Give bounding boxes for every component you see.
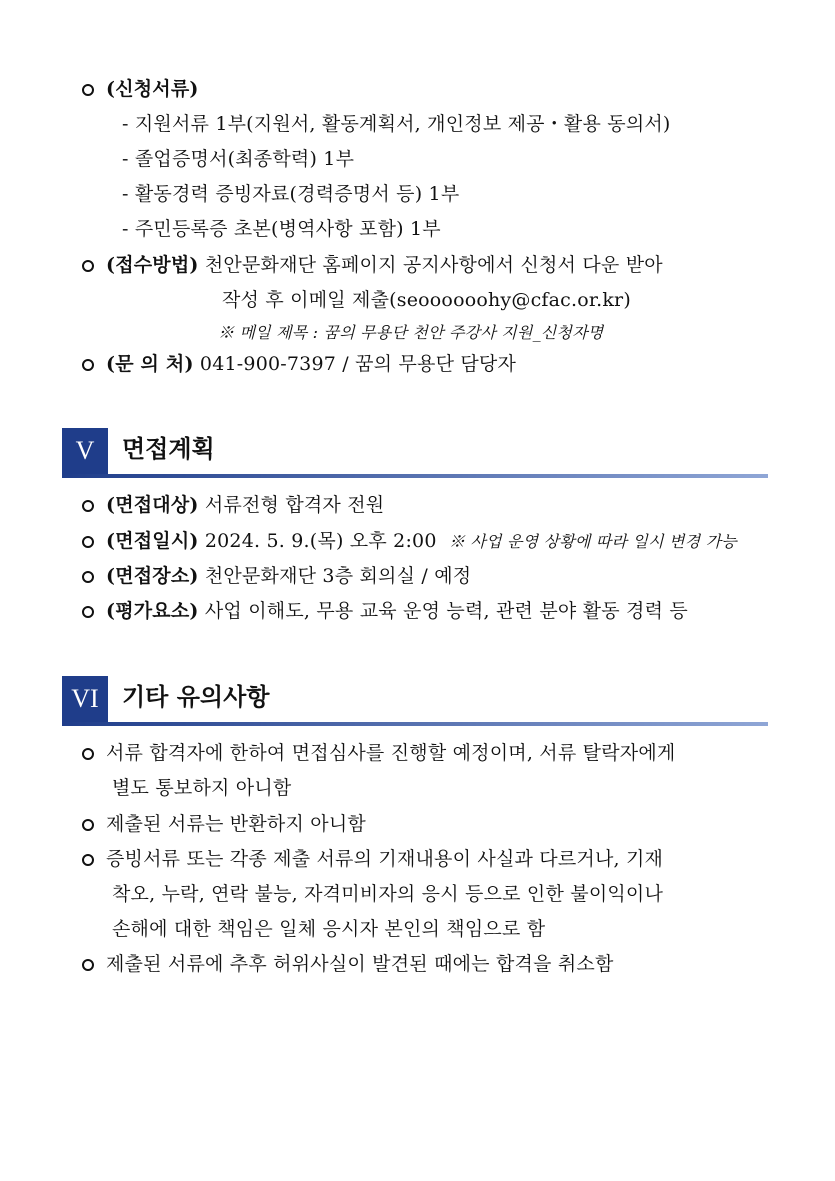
inquiry-label: (문 의 처) bbox=[106, 353, 194, 375]
section-5-number: V bbox=[62, 428, 108, 474]
apply-docs-item: - 졸업증명서(최종학력) 1부 bbox=[122, 148, 355, 170]
section-6-rule bbox=[62, 722, 768, 726]
apply-docs-item: - 활동경력 증빙자료(경력증명서 등) 1부 bbox=[122, 183, 460, 205]
reception-note: ※ 메일 제목 : 꿈의 무용단 천안 주강사 지원_신청자명 bbox=[218, 323, 604, 342]
apply-docs-item: - 지원서류 1부(지원서, 활동계획서, 개인정보 제공・활용 동의서) bbox=[122, 113, 671, 135]
notice-item-text: 증빙서류 또는 각종 제출 서류의 기재내용이 사실과 다르거나, 기재 bbox=[106, 848, 664, 870]
reception-line bbox=[82, 252, 663, 278]
circle-bullet-icon bbox=[82, 359, 94, 371]
notice-item bbox=[82, 811, 366, 837]
interview-item-text: 사업 이해도, 무용 교육 운영 능력, 관련 분야 활동 경력 등 bbox=[204, 600, 688, 622]
circle-bullet-icon bbox=[82, 84, 94, 96]
interview-item-text: 서류전형 합격자 전원 bbox=[204, 494, 385, 516]
interview-item-label: (면접대상) bbox=[106, 494, 199, 516]
circle-bullet-icon bbox=[82, 571, 94, 583]
reception-label: (접수방법) bbox=[106, 254, 199, 276]
notice-item-text: 제출된 서류는 반환하지 아니함 bbox=[106, 813, 366, 835]
apply-docs-heading-line bbox=[82, 76, 199, 102]
interview-item bbox=[82, 528, 737, 555]
notice-item-text: 제출된 서류에 추후 허위사실이 발견된 때에는 합격을 취소함 bbox=[106, 953, 614, 975]
circle-bullet-icon bbox=[82, 536, 94, 548]
interview-item-label: (면접일시) bbox=[106, 530, 199, 552]
interview-item-text: 2024. 5. 9.(목) 오후 2:00 bbox=[204, 530, 437, 552]
circle-bullet-icon bbox=[82, 260, 94, 272]
section-6-title: 기타 유의사항 bbox=[122, 683, 270, 711]
reception-text-1: 천안문화재단 홈페이지 공지사항에서 신청서 다운 받아 bbox=[204, 254, 663, 276]
notice-item bbox=[82, 951, 614, 977]
interview-item bbox=[82, 598, 688, 624]
interview-item-note: ※ 사업 운영 상황에 따라 일시 변경 가능 bbox=[448, 532, 737, 551]
reception-text-2: 작성 후 이메일 제출(seoooooohy@cfac.or.kr) bbox=[222, 289, 631, 311]
circle-bullet-icon bbox=[82, 959, 94, 971]
interview-item-label: (면접장소) bbox=[106, 565, 199, 587]
notice-item-continuation: 별도 통보하지 아니함 bbox=[112, 777, 292, 799]
section-5-rule bbox=[62, 474, 768, 478]
interview-item bbox=[82, 563, 471, 589]
notice-item-continuation: 착오, 누락, 연락 불능, 자격미비자의 응시 등으로 인한 불이익이나 bbox=[112, 883, 664, 905]
circle-bullet-icon bbox=[82, 819, 94, 831]
notice-item-continuation: 손해에 대한 책임은 일체 응시자 본인의 책임으로 함 bbox=[112, 918, 546, 940]
circle-bullet-icon bbox=[82, 606, 94, 618]
apply-docs-heading: (신청서류) bbox=[106, 78, 199, 100]
section-6-number: VI bbox=[62, 676, 108, 722]
interview-item bbox=[82, 492, 384, 518]
inquiry-text: 041-900-7397 / 꿈의 무용단 담당자 bbox=[199, 353, 517, 375]
circle-bullet-icon bbox=[82, 854, 94, 866]
inquiry-line bbox=[82, 351, 516, 377]
notice-item bbox=[82, 740, 675, 766]
circle-bullet-icon bbox=[82, 500, 94, 512]
notice-item bbox=[82, 846, 663, 872]
notice-item-text: 서류 합격자에 한하여 면접심사를 진행할 예정이며, 서류 탈락자에게 bbox=[106, 742, 676, 764]
apply-docs-item: - 주민등록증 초본(병역사항 포함) 1부 bbox=[122, 218, 441, 240]
circle-bullet-icon bbox=[82, 748, 94, 760]
interview-item-text: 천안문화재단 3층 회의실 / 예정 bbox=[204, 565, 472, 587]
section-5-title: 면접계획 bbox=[122, 435, 215, 463]
interview-item-label: (평가요소) bbox=[106, 600, 199, 622]
